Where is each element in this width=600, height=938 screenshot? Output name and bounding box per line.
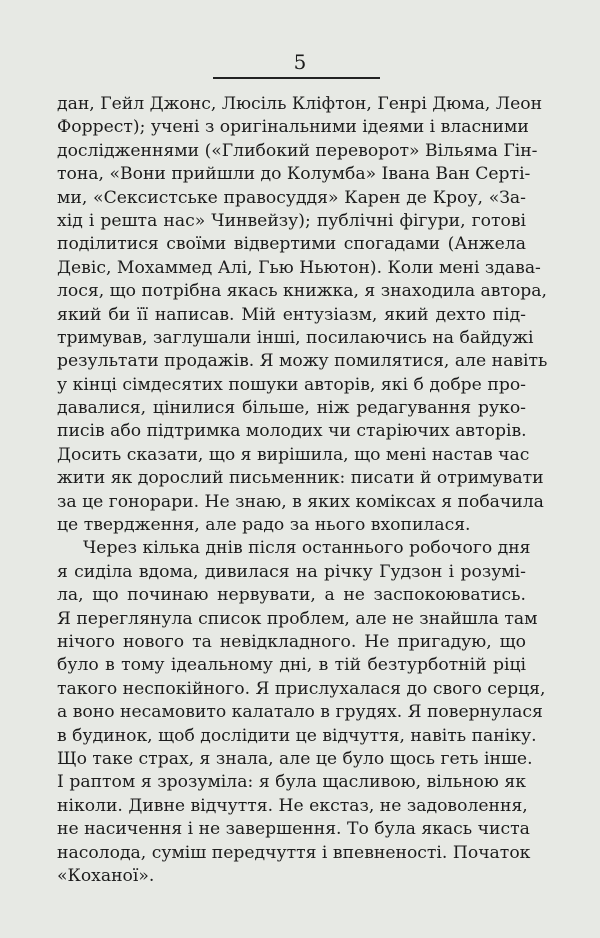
text-line: за це гонорари. Не знаю, в яких коміксах я побачила: [57, 491, 544, 512]
text-line: який би її написав. Мій ентузіазм, який дехто під-: [57, 304, 526, 325]
text-line: Через кілька днів після останнього робочого дня: [83, 538, 531, 559]
text-line: у кінці сімдесятих пошуки авторів, які б добре про-: [57, 374, 526, 395]
text-line: тона, «Вони прийшли до Колумба» Івана Ван Серті-: [57, 164, 531, 185]
text-line: Що таке страх, я знала, але це було щось геть інше.: [57, 748, 533, 769]
text-line: такого неспокійного. Я прислухалася до свого серця,: [57, 678, 546, 699]
text-line: ла, що починаю нервувати, а не заспокоюватись.: [57, 585, 526, 606]
text-line: поділитися своїми відвертими спогадами (Анжела: [57, 234, 526, 255]
text-line: результати продажів. Я можу помилятися, але навіть: [57, 351, 548, 372]
text-line: І раптом я зрозуміла: я була щасливою, вільною як: [57, 772, 526, 793]
text-line: жити як дорослий письменник: писати й отримувати: [57, 468, 544, 489]
text-line: дан, Гейл Джонс, Люсіль Кліфтон, Генрі Дюма, Леон: [57, 94, 543, 114]
text-line: Досить сказати, що я вирішила, що мені настав час: [57, 444, 530, 465]
text-line: Форрест); учені з оригінальними ідеями і власними: [57, 117, 529, 138]
text-line: давалися, цінилися більше, ніж редагування руко-: [57, 398, 526, 419]
text-line: «Коханої».: [57, 865, 155, 886]
text-line: Девіс, Мохаммед Алі, Гью Ньютон). Коли мені здава-: [57, 257, 541, 278]
text-line: ніколи. Дивне відчуття. Не екстаз, не задоволення,: [57, 795, 528, 816]
text-line: писів або підтримка молодих чи старіючих авторів.: [57, 421, 527, 442]
text-line: насолода, суміш передчуття і впевненості. Початок: [57, 842, 531, 863]
header-rule: [213, 77, 380, 79]
page-number: 5: [293, 50, 307, 74]
text-line: дослідженнями («Глибокий переворот» Вільяма Гін-: [57, 140, 538, 161]
text-line: не насичення і не завершення. То була якась чиста: [57, 819, 530, 840]
text-line: нічого нового та невідкладного. Не пригадую, що: [57, 631, 526, 652]
text-line: тримував, заглушали інші, посилаючись на байдужі: [57, 327, 534, 348]
text-line: в будинок, щоб дослідити це відчуття, навіть паніку.: [57, 725, 537, 746]
text-line: я сиділа вдома, дивилася на річку Гудзон і розумі-: [57, 561, 526, 582]
text-line: а воно несамовито калатало в грудях. Я повернулася: [57, 702, 543, 723]
text-line: ми, «Сексистське правосуддя» Карен де Кроу, «За-: [57, 187, 526, 208]
text-line: було в тому ідеальному дні, в тій безтурботній ріці: [57, 655, 526, 676]
text-line: хід і решта нас» Чинвейзу); публічні фігури, готові: [57, 210, 526, 231]
body-text: [57, 93, 548, 888]
text-line: це твердження, але радо за нього вхопилася.: [57, 515, 471, 536]
text-line: Я переглянула список проблем, але не знайшла там: [57, 608, 538, 629]
text-line: лося, що потрібна якась книжка, я знаходила автора,: [57, 281, 548, 302]
